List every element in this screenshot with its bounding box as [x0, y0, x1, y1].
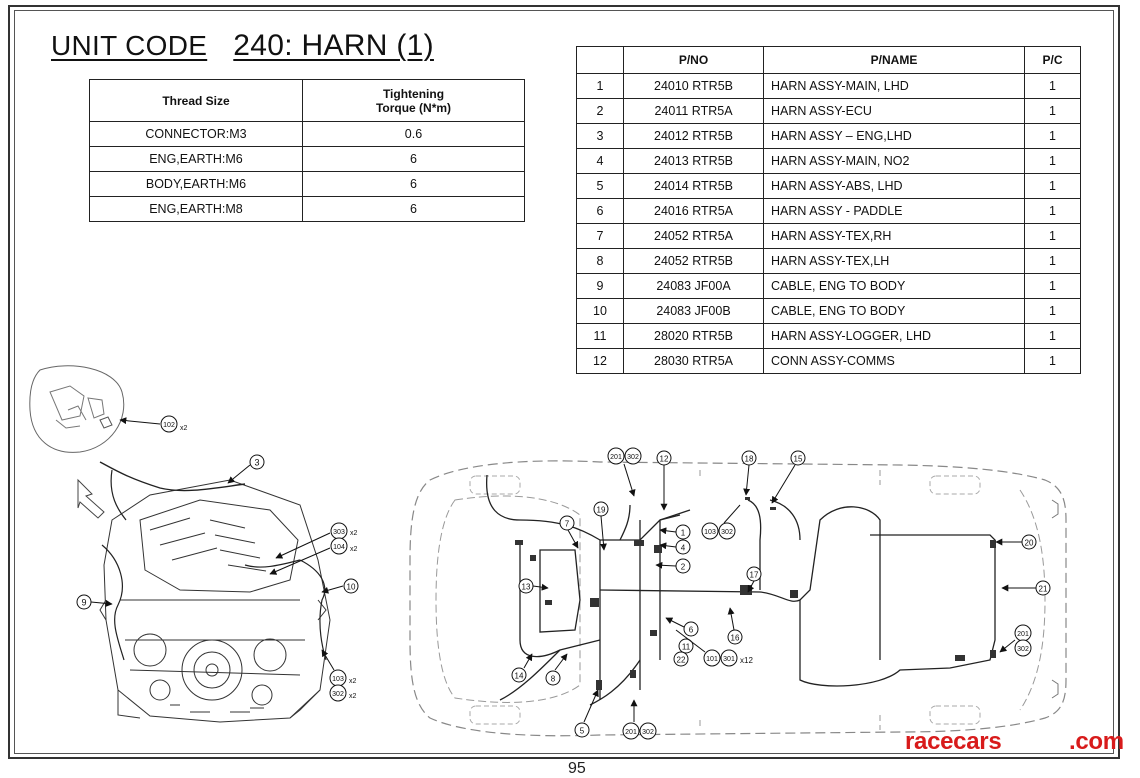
part-count-cell: 1 — [1025, 324, 1081, 349]
part-index-cell: 11 — [577, 324, 624, 349]
callout-302: 302 — [721, 529, 733, 536]
part-index-cell: 6 — [577, 199, 624, 224]
callout-302: 302 — [332, 691, 344, 698]
part-count-cell: 1 — [1025, 274, 1081, 299]
unit-code-label: UNIT CODE — [51, 30, 208, 61]
part-index-cell: 4 — [577, 149, 624, 174]
part-index-cell: 3 — [577, 124, 624, 149]
callout-13: 13 — [521, 582, 531, 592]
callout-qty: x2 — [349, 693, 357, 700]
part-count-cell: 1 — [1025, 149, 1081, 174]
part-count-cell: 1 — [1025, 349, 1081, 374]
callout-101: 101 — [706, 656, 718, 663]
part-count-cell: 1 — [1025, 224, 1081, 249]
torque-header-line1: Tightening — [382, 86, 445, 101]
connector-inset — [30, 366, 124, 453]
part-count-cell: 1 — [1025, 199, 1081, 224]
part-name-cell: HARN ASSY-ABS, LHD — [764, 174, 1025, 199]
part-index-cell: 10 — [577, 299, 624, 324]
callout-16: 16 — [730, 633, 740, 643]
view-direction-arrow — [78, 480, 104, 518]
part-number-cell: 28020 RTR5B — [624, 324, 764, 349]
part-name-cell: HARN ASSY - PADDLE — [764, 199, 1025, 224]
callout-9: 9 — [81, 597, 87, 608]
part-number-cell: 24052 RTR5B — [624, 249, 764, 274]
callout-qty: x2 — [350, 546, 358, 553]
part-name-cell: HARN ASSY-ECU — [764, 99, 1025, 124]
callout-14: 14 — [514, 671, 524, 681]
torque-header-line2: Torque (N*m) — [375, 100, 452, 115]
callout-302: 302 — [642, 729, 654, 736]
callout-302: 302 — [627, 454, 639, 461]
part-number-cell: 24012 RTR5B — [624, 124, 764, 149]
callout-201: 201 — [1017, 631, 1029, 638]
callout-17: 17 — [749, 570, 759, 580]
torque-cell: 6 — [303, 197, 525, 222]
callout-5: 5 — [579, 726, 585, 736]
callout-qty: x12 — [740, 656, 753, 665]
callout-12: 12 — [659, 454, 669, 464]
thread-size-cell: CONNECTOR:M3 — [90, 122, 303, 147]
engine-callouts — [77, 416, 358, 701]
part-number-cell: 24016 RTR5A — [624, 199, 764, 224]
callout-8: 8 — [550, 674, 556, 684]
callout-qty: x2 — [349, 678, 357, 685]
callout-19: 19 — [596, 505, 606, 515]
callout-qty: x2 — [350, 530, 358, 537]
callout-6: 6 — [688, 625, 694, 635]
part-name-cell: CONN ASSY-COMMS — [764, 349, 1025, 374]
callout-102: 102 — [163, 422, 175, 429]
callout-201: 201 — [625, 729, 637, 736]
unit-code-value: 240: HARN (1) — [233, 29, 434, 62]
callout-301: 301 — [723, 656, 735, 663]
callout-7: 7 — [564, 519, 570, 529]
callout-3: 3 — [254, 457, 260, 468]
car-diagram — [410, 461, 1066, 736]
parts-header-pno: P/NO — [624, 47, 764, 74]
part-number-cell: 24052 RTR5A — [624, 224, 764, 249]
part-name-cell: HARN ASSY-MAIN, NO2 — [764, 149, 1025, 174]
callout-303: 303 — [333, 529, 345, 536]
part-name-cell: HARN ASSY-TEX,LH — [764, 249, 1025, 274]
callout-qty: x2 — [180, 425, 188, 432]
callout-21: 21 — [1038, 584, 1048, 594]
torque-cell: 6 — [303, 172, 525, 197]
part-index-cell: 5 — [577, 174, 624, 199]
brand-left: racecars — [905, 728, 1002, 755]
part-number-cell: 28030 RTR5A — [624, 349, 764, 374]
part-index-cell: 1 — [577, 74, 624, 99]
part-count-cell: 1 — [1025, 299, 1081, 324]
part-name-cell: CABLE, ENG TO BODY — [764, 274, 1025, 299]
torque-cell: 6 — [303, 147, 525, 172]
part-index-cell: 2 — [577, 99, 624, 124]
callout-20: 20 — [1024, 538, 1034, 548]
brand-right: .com — [1069, 728, 1124, 755]
page-number: 95 — [568, 760, 586, 777]
part-name-cell: CABLE, ENG TO BODY — [764, 299, 1025, 324]
parts-header-pname: P/NAME — [764, 47, 1025, 74]
part-number-cell: 24011 RTR5A — [624, 99, 764, 124]
callout-4: 4 — [680, 543, 686, 553]
part-number-cell: 24083 JF00A — [624, 274, 764, 299]
part-name-cell: HARN ASSY-MAIN, LHD — [764, 74, 1025, 99]
callout-201: 201 — [610, 454, 622, 461]
callout-1: 1 — [680, 528, 686, 538]
part-name-cell: HARN ASSY – ENG,LHD — [764, 124, 1025, 149]
part-number-cell: 24083 JF00B — [624, 299, 764, 324]
part-number-cell: 24010 RTR5B — [624, 74, 764, 99]
part-count-cell: 1 — [1025, 249, 1081, 274]
part-number-cell: 24013 RTR5B — [624, 149, 764, 174]
part-index-cell: 12 — [577, 349, 624, 374]
callout-302: 302 — [1017, 646, 1029, 653]
callout-18: 18 — [744, 454, 754, 464]
callout-11: 11 — [681, 642, 691, 652]
parts-header-pc: P/C — [1025, 47, 1081, 74]
thread-size-cell: BODY,EARTH:M6 — [90, 172, 303, 197]
torque-header-thread: Thread Size — [90, 80, 303, 122]
callout-10: 10 — [346, 582, 356, 592]
part-number-cell: 24014 RTR5B — [624, 174, 764, 199]
part-count-cell: 1 — [1025, 99, 1081, 124]
callout-22: 22 — [676, 655, 686, 665]
engine-diagram — [30, 366, 330, 722]
thread-size-cell: ENG,EARTH:M8 — [90, 197, 303, 222]
torque-cell: 0.6 — [303, 122, 525, 147]
part-name-cell: HARN ASSY-TEX,RH — [764, 224, 1025, 249]
callout-103: 103 — [704, 529, 716, 536]
part-count-cell: 1 — [1025, 174, 1081, 199]
part-count-cell: 1 — [1025, 124, 1081, 149]
callout-15: 15 — [793, 454, 803, 464]
engine-block — [100, 480, 330, 722]
callout-103: 103 — [332, 676, 344, 683]
callout-104: 104 — [333, 544, 345, 551]
part-index-cell: 7 — [577, 224, 624, 249]
part-index-cell: 9 — [577, 274, 624, 299]
thread-size-cell: ENG,EARTH:M6 — [90, 147, 303, 172]
callout-2: 2 — [680, 562, 686, 572]
car-callouts — [512, 448, 1050, 739]
part-index-cell: 8 — [577, 249, 624, 274]
part-name-cell: HARN ASSY-LOGGER, LHD — [764, 324, 1025, 349]
part-count-cell: 1 — [1025, 74, 1081, 99]
